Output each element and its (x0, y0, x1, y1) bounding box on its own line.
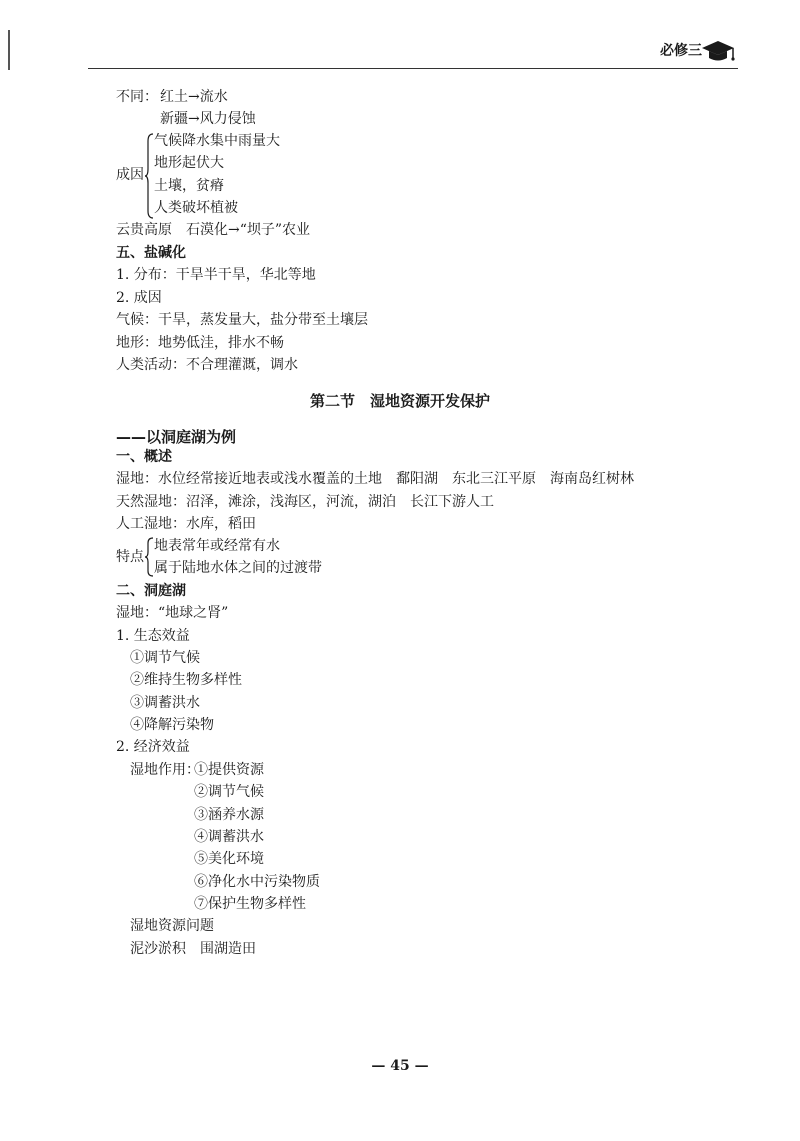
role-item: ⑤美化环境 (194, 851, 264, 867)
overview-heading: 一、概述 (116, 449, 172, 465)
s5-causes-heading: 2. 成因 (116, 290, 162, 306)
causes-brace (144, 133, 154, 219)
page-number: — 45 — (371, 1058, 429, 1074)
s5-terrain: 地形：地势低洼，排水不畅 (116, 335, 284, 351)
eco-item: ③调蓄洪水 (130, 695, 200, 711)
role-item: ⑦保护生物多样性 (194, 896, 306, 912)
yungui-line: 云贵高原 石漠化→“坝子”农业 (116, 222, 311, 238)
role-item: ②调节气候 (194, 784, 264, 800)
causes-label: 成因 (116, 167, 144, 183)
diff-line-a: 红土→流水 (160, 89, 228, 105)
features-label: 特点 (116, 549, 144, 565)
econ-benefit-heading: 2. 经济效益 (116, 739, 190, 755)
dongting-heading: 二、洞庭湖 (116, 583, 186, 599)
role-item: ①提供资源 (194, 762, 264, 778)
header-rule (88, 68, 738, 69)
section-subtitle: ——以洞庭湖为例 (116, 428, 237, 446)
feature-item: 地表常年或经常有水 (154, 538, 280, 554)
role-item: ⑥净化水中污染物质 (194, 874, 320, 890)
s5-distribution: 1. 分布：干旱半干旱，华北等地 (116, 267, 316, 283)
eco-item: ②维持生物多样性 (130, 672, 242, 688)
artificial-wetland: 人工湿地：水库，稻田 (116, 516, 256, 532)
wetland-problem-heading: 湿地资源问题 (130, 918, 214, 934)
wetland-problem-detail: 泥沙淤积 围湖造田 (130, 941, 256, 957)
eco-item: ④降解污染物 (130, 717, 214, 733)
section-5-heading: 五、盐碱化 (116, 245, 186, 261)
role-item: ③涵养水源 (194, 807, 264, 823)
diff-label: 不同： (116, 89, 158, 105)
wetland-definition: 湿地：水位经常接近地表或浅水覆盖的土地 鄱阳湖 东北三江平原 海南岛红树林 (116, 471, 634, 487)
scan-edge-mark (8, 30, 10, 70)
cause-item: 地形起伏大 (154, 155, 224, 171)
cause-item: 土壤，贫瘠 (154, 178, 224, 194)
header-tag: 必修三 (660, 43, 702, 59)
s5-climate: 气候：干旱，蒸发量大，盐分带至土壤层 (116, 312, 368, 328)
role-item: ④调蓄洪水 (194, 829, 264, 845)
cause-item: 气候降水集中雨量大 (154, 133, 280, 149)
natural-wetland: 天然湿地：沼泽，滩涂，浅海区，河流，湖泊 长江下游人工 (116, 494, 494, 510)
section-title: 第二节 湿地资源开发保护 (310, 392, 491, 410)
graduation-cap-icon (700, 38, 736, 64)
feature-item: 属于陆地水体之间的过渡带 (154, 560, 322, 576)
wetland-role-label: 湿地作用： (130, 762, 200, 778)
cause-item: 人类破坏植被 (154, 200, 238, 216)
eco-item: ①调节气候 (130, 650, 200, 666)
eco-benefit-heading: 1. 生态效益 (116, 628, 190, 644)
earth-kidney-line: 湿地：“地球之肾” (116, 605, 229, 621)
s5-human: 人类活动：不合理灌溉，调水 (116, 357, 298, 373)
diff-line-b: 新疆→风力侵蚀 (160, 111, 256, 127)
features-brace (144, 537, 154, 577)
